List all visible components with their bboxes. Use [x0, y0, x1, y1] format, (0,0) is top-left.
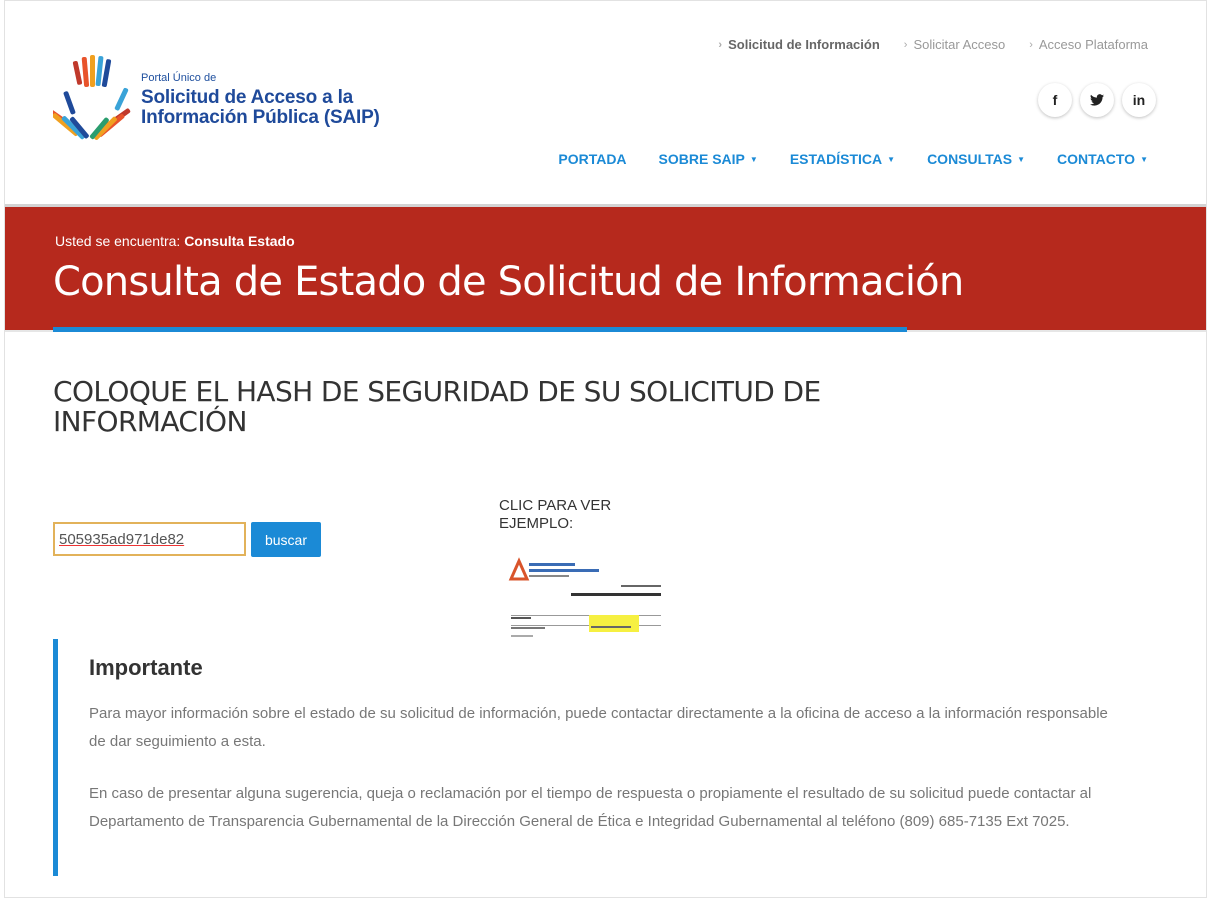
nav-label: ESTADÍSTICA	[789, 151, 883, 167]
caret-down-icon: ▼	[749, 154, 758, 164]
page-title: Consulta de Estado de Solicitud de Información	[53, 259, 964, 305]
nav-item-sobre-saip[interactable]	[659, 151, 758, 167]
logo-line-1: Solicitud de Acceso a la	[141, 87, 354, 108]
notice-paragraph-2: En caso de presentar alguna sugerencia, queja o reclamación por el tiempo de respuesta o propiamente el resultado de su solicitud puede contactar al Departamento de Transparencia Gubernamental de la Dirección General de Ética e Integridad Gubernamental al teléfono (809) 685-7135 Ext 7025.	[89, 785, 1092, 830]
chevron-right-icon: ›	[1029, 38, 1033, 51]
saip-logo[interactable]	[53, 53, 413, 148]
logo-mark-icon	[53, 53, 143, 148]
example-thumbnail[interactable]	[503, 549, 663, 641]
nav-item-portada[interactable]	[558, 151, 626, 167]
hash-input[interactable]	[53, 522, 246, 556]
breadcrumb-current: Consulta Estado	[184, 233, 295, 249]
top-links	[718, 37, 1148, 52]
logo-line-2: Información Pública (SAIP)	[141, 107, 380, 128]
page-frame	[4, 0, 1207, 898]
nav-item-estadistica[interactable]	[790, 151, 895, 167]
toplink-label: Solicitar Acceso	[913, 37, 1006, 52]
toplink-solicitar-acceso[interactable]	[904, 37, 1005, 52]
toplink-label: Acceso Plataforma	[1038, 37, 1148, 52]
nav-item-consultas[interactable]	[927, 151, 1025, 167]
toplink-acceso-plataforma[interactable]	[1029, 37, 1148, 52]
main-nav	[558, 151, 1148, 167]
example-label: CLIC PARA VER EJEMPLO:	[499, 497, 612, 532]
twitter-icon[interactable]	[1080, 83, 1114, 117]
page-banner	[5, 204, 1206, 330]
notice-paragraph-1: Para mayor información sobre el estado de su solicitud de información, puede contactar directamente a la oficina de acceso a la información responsable de dar seguimiento a esta.	[89, 705, 1108, 750]
social-links	[1038, 83, 1156, 117]
banner-accent-line	[53, 327, 907, 332]
chevron-right-icon: ›	[718, 38, 723, 51]
hash-heading: COLOQUE EL HASH DE SEGURIDAD DE SU SOLICITUD DE INFORMACIÓN	[53, 375, 821, 438]
site-header	[5, 1, 1206, 201]
important-notice	[53, 639, 1133, 876]
nav-label: CONTACTO	[1057, 151, 1136, 167]
nav-label: SOBRE SAIP	[658, 151, 745, 167]
twitter-bird-icon	[1090, 94, 1104, 106]
chevron-right-icon: ›	[903, 38, 908, 51]
linkedin-icon[interactable]: in	[1122, 83, 1156, 117]
logo-small-line: Portal Único de	[141, 72, 217, 84]
caret-down-icon: ▼	[1017, 154, 1026, 164]
caret-down-icon: ▼	[1140, 154, 1148, 164]
search-button[interactable]: buscar	[251, 522, 321, 557]
facebook-icon[interactable]: f	[1038, 83, 1072, 117]
nav-label: CONSULTAS	[927, 151, 1013, 167]
toplink-label: Solicitud de Información	[728, 37, 880, 52]
breadcrumb	[55, 233, 295, 249]
caret-down-icon: ▼	[887, 154, 896, 164]
example-document-icon	[503, 549, 663, 641]
nav-label: PORTADA	[558, 151, 627, 167]
notice-title: Importante	[89, 655, 203, 680]
nav-item-contacto[interactable]	[1057, 151, 1148, 167]
logo-text	[141, 73, 380, 128]
toplink-solicitud-informacion[interactable]	[718, 37, 879, 52]
breadcrumb-prefix: Usted se encuentra:	[55, 233, 181, 249]
